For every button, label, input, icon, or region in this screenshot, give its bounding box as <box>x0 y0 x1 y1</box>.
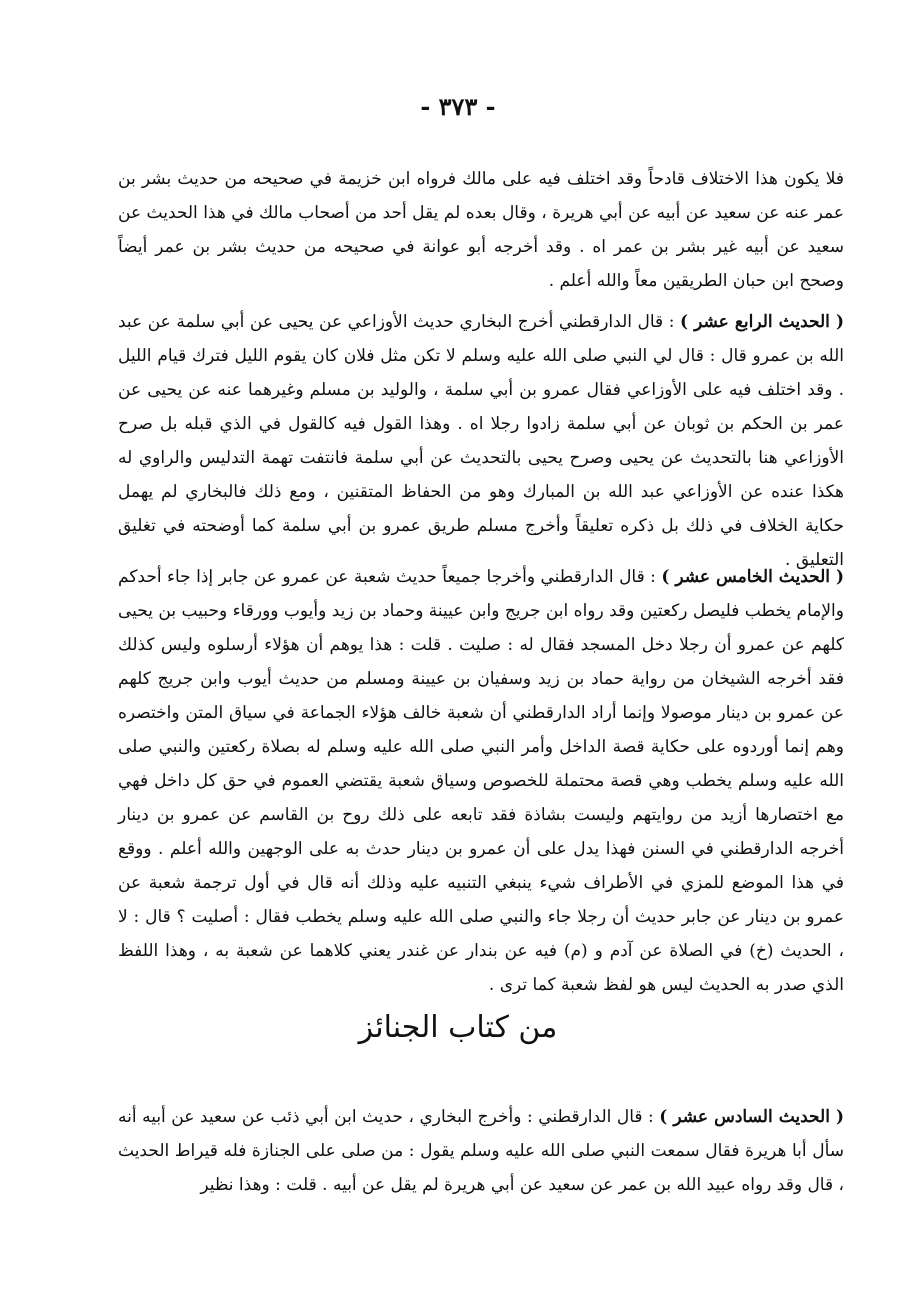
hadith-16-label: ( الحديث السادس عشر ) <box>659 1107 844 1127</box>
hadith-15-text: : قال الدارقطني وأخرجا جميعاً حديث شعبة عن عمرو عن جابر إذا جاء أحدكم والإمام يخطب فليصل ركعتين وقد رواه ابن جريج وابن عيينة وحماد بن زيد وأيوب وورقاء وحبيب بن يحيى كلهم عن عمرو أن رجلا دخل المسجد فقال له : صليت . قلت : هذا يوهم أن هؤلاء أرسلوه وليس كذلك فقد أخرجه الشيخان من رواية حماد بن زيد وسفيان بن عيينة ومسلم من حديث أيوب وابن جريج كلهم عن عمرو بن دينار موصولا وإنما أراد الدارقطني أن شعبة خالف هؤلاء الجماعة في سياق المتن واختصره وهم إنما أوردوه على حكاية قصة الداخل وأمر النبي صلى الله عليه وسلم له بصلاة ركعتين والنبي صلى الله عليه وسلم يخطب وهي قصة محتملة للخصوص وسياق شعبة يقتضي العموم في حق كل داخل فهي مع اختصارها أزيد من روايتهم وليست بشاذة فقد تابعه على ذلك روح بن القاسم عن عمرو بن دينار أخرجه الدارقطني في السنن فهذا يدل على أن عمرو بن دينار حدث به على الوجهين والله أعلم . ووقع في هذا الموضع للمزي في الأطراف شيء ينبغي التنبيه عليه وذلك أنه قال في أول ترجمة شعبة عن عمرو بن دينار عن جابر حديث أن رجلا جاء والنبي صلى الله عليه وسلم يخطب فقال : أصليت ؟ قال : لا ، الحديث (خ) في الصلاة عن آدم و (م) فيه عن بندار عن غندر يعني كلاهما عن شعبة به ، وهذا اللفظ الذي صدر به الحديث ليس هو لفظ شعبة كما ترى . <box>118 567 844 995</box>
hadith-14-label: ( الحديث الرابع عشر ) <box>679 312 844 332</box>
paragraph-4-body <box>118 1100 844 1202</box>
paragraph-3-body <box>118 560 844 1002</box>
hadith-14-text: : قال الدارقطني أخرج البخاري حديث الأوزاعي عن يحيى عن أبي سلمة عن عبد الله بن عمرو قال : قال لي النبي صلى الله عليه وسلم لا تكن مثل فلان كان يقوم الليل فترك قيام الليل . وقد اختلف فيه على الأوزاعي فقال عمرو بن أبي سلمة ، والوليد بن مسلم وغيرهما عنه عن يحيى عن عمر بن الحكم بن ثوبان عن أبي سلمة زادوا رجلا اه . وهذا القول فيه كالقول في الذي قبله بل صرح الأوزاعي هنا بالتحديث عن يحيى وصرح يحيى بالتحديث عن أبي سلمة فانتفت تهمة التدليس والراوي له هكذا عنده عن الأوزاعي عبد الله بن المبارك وهو من الحفاظ المتقنين ، ومع ذلك فالبخاري لم يهمل حكاية الخلاف في ذلك بل ذكره تعليقاً وأخرج مسلم طريق عمرو بن أبي سلمة كما أوضحته في تغليق التعليق . <box>118 312 844 570</box>
section-heading: من كتاب الجنائز <box>358 1010 558 1045</box>
paragraph-2-body <box>118 305 844 577</box>
hadith-16-text: : قال الدارقطني : وأخرج البخاري ، حديث ابن أبي ذئب عن سعيد عن أبيه أنه سأل أبا هريرة فقال سمعت النبي صلى الله عليه وسلم يقول : من صلى على الجنازة فله قيراط الحديث ، قال وقد رواه عبيد الله بن عمر عن سعيد عن أبي هريرة لم يقل عن أبيه . قلت : وهذا نظير <box>118 1107 844 1195</box>
hadith-15-label: ( الحديث الخامس عشر ) <box>661 567 844 587</box>
paragraph-hadith-14 <box>118 305 844 577</box>
paragraph-1-text: فلا يكون هذا الاختلاف قادحاً وقد اختلف فيه على مالك فرواه ابن خزيمة في صحيحه من حديث بشر بن عمر عنه عن سعيد عن أبيه عن أبي هريرة ، وقال بعده لم يقل أحد من أصحاب مالك في هذا الحديث عن سعيد عن أبيه غير بشر بن عمر اه . وقد أخرجه أبو عوانة في صحيحه من حديث بشر بن عمر أيضاً وصحح ابن حبان الطريقين معاً والله أعلم . <box>118 169 844 291</box>
paragraph-1 <box>118 162 844 298</box>
paragraph-hadith-15 <box>118 560 844 1002</box>
page-number: - ٣٧٣ - <box>420 92 496 121</box>
paragraph-hadith-16 <box>118 1100 844 1202</box>
